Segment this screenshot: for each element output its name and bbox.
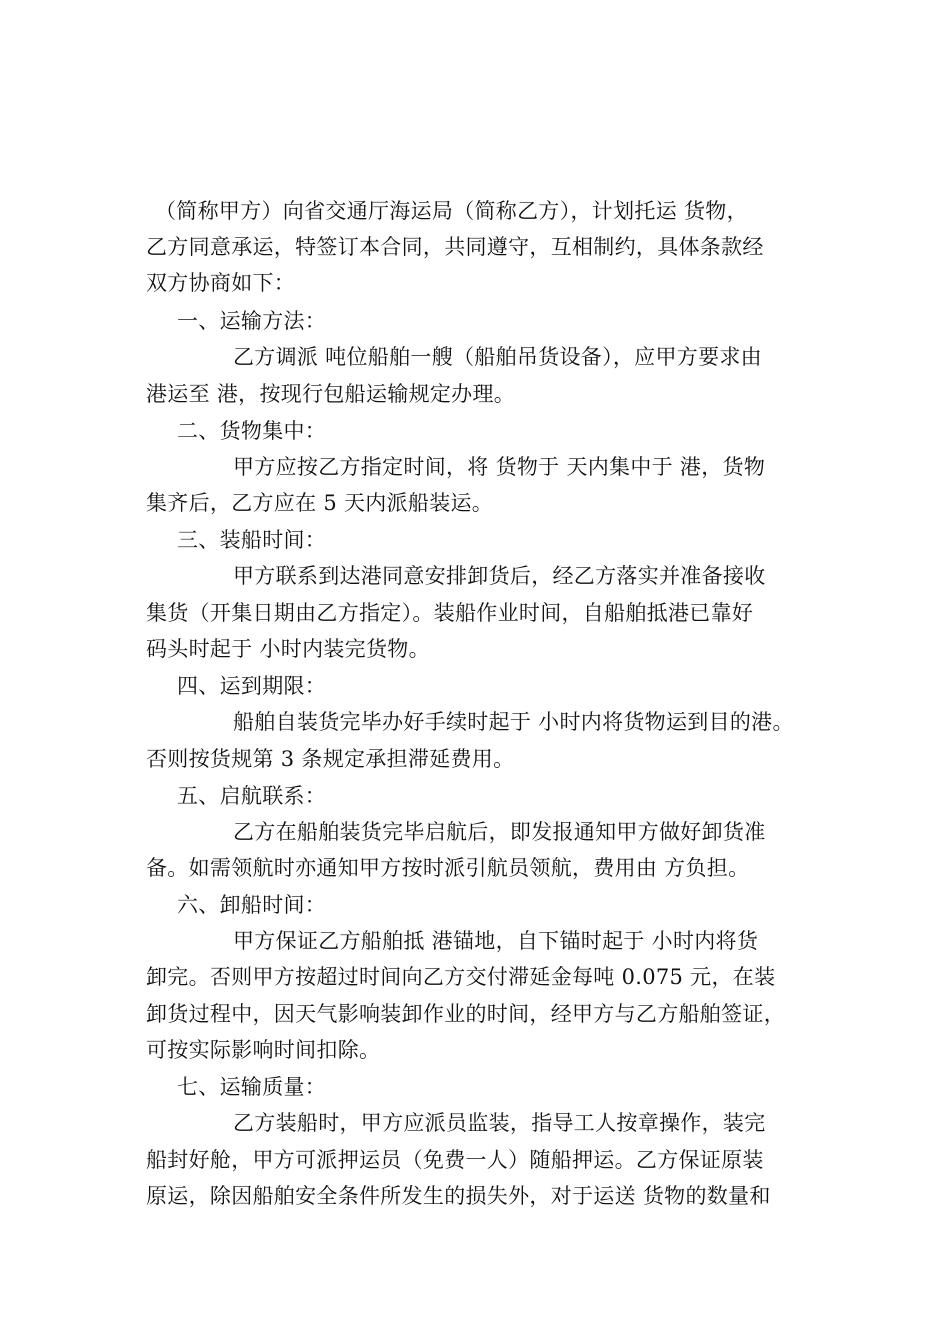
text-line: 可按实际影响时间扣除。	[146, 1038, 381, 1062]
paragraph-start: 甲方联系到达港同意安排卸货后，经乙方落实并准备接收	[233, 564, 766, 588]
section-heading: 二、货物集中：	[177, 419, 327, 443]
paragraph-start: 甲方保证乙方船舶抵 港锚地，自下锚时起于 小时内将货	[233, 929, 759, 953]
text-line: 备。如需领航时亦通知甲方按时派引航员领航，费用由 方负担。	[146, 856, 750, 880]
section-heading: 一、运输方法：	[177, 309, 327, 333]
section-heading: 六、卸船时间：	[177, 893, 327, 917]
text-line: 原运，除因船舶安全条件所发生的损失外，对于运送 货物的数量和	[146, 1184, 771, 1208]
paragraph-start: 乙方在船舶装货完毕启航后，即发报通知甲方做好卸货准	[233, 820, 766, 844]
text-line: 否则按货规第 3 条规定承担滞延费用。	[146, 747, 515, 771]
paragraph-start: 甲方应按乙方指定时间，将 货物于 天内集中于 港，货物	[233, 455, 766, 479]
text-line: 港运至 港，按现行包船运输规定办理。	[146, 382, 516, 406]
text-line: 码头时起于 小时内装完货物。	[146, 637, 430, 661]
section-heading: 四、运到期限：	[177, 674, 327, 698]
text-line: 双方协商如下：	[146, 271, 296, 295]
paragraph-start: 船舶自装货完毕办好手续时起于 小时内将货物运到目的港。	[233, 710, 794, 734]
paragraph-start: 乙方调派 吨位船舶一艘（船舶吊货设备），应甲方要求由	[233, 345, 762, 369]
section-heading: 七、运输质量：	[177, 1075, 327, 1099]
text-line: 船封好舱，甲方可派押运员（免费一人）随船押运。乙方保证原装	[146, 1148, 764, 1172]
section-heading: 三、装船时间：	[177, 528, 327, 552]
text-line: 卸货过程中，因天气影响装卸作业的时间，经甲方与乙方船舶签证，	[146, 1002, 785, 1026]
text-line: 乙方同意承运，特签订本合同，共同遵守，互相制约，具体条款经	[146, 235, 764, 259]
text-line: （简称甲方）向省交通厅海运局（简称乙方），计划托运 货物，	[155, 199, 748, 223]
paragraph-start: 乙方装船时，甲方应派员监装，指导工人按章操作，装完	[233, 1111, 766, 1135]
text-line: 集货（开集日期由乙方指定）。装船作业时间，自船舶抵港已靠好	[146, 601, 754, 625]
text-line: 卸完。否则甲方按超过时间向乙方交付滞延金每吨 0.075 元，在装	[146, 965, 776, 989]
section-heading: 五、启航联系：	[177, 784, 327, 808]
text-line: 集齐后，乙方应在 5 天内派船装运。	[146, 491, 494, 515]
